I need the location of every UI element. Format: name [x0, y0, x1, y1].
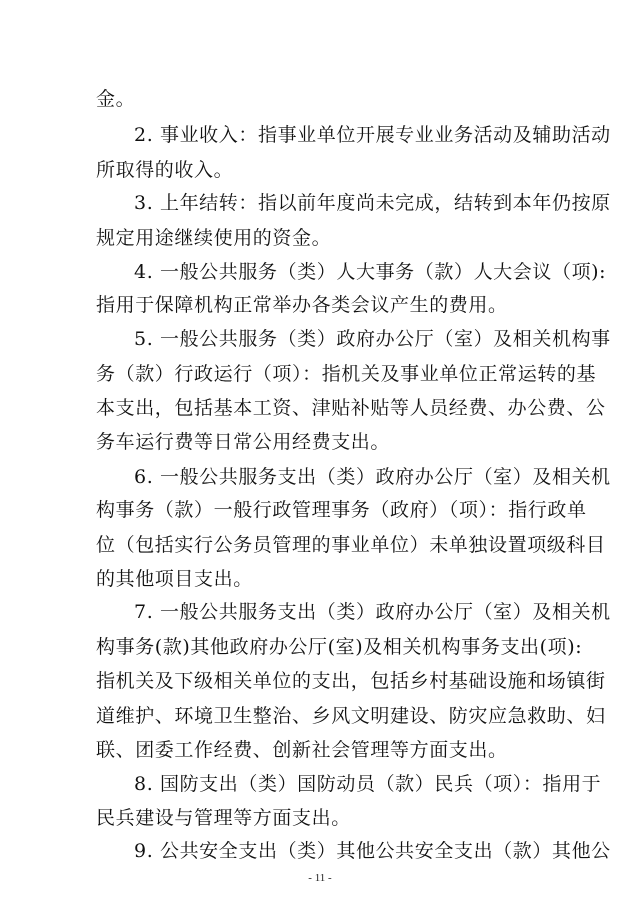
text-line: 本支出，包括基本工资、津贴补贴等人员经费、办公费、公: [96, 397, 606, 419]
text-line: 6. 一般公共服务支出（类）政府办公厅（室）及相关机: [134, 466, 611, 488]
text-line: 5. 一般公共服务（类）政府办公厅（室）及相关机构事: [134, 328, 611, 350]
page-number: - 11 -: [308, 872, 332, 884]
text-line: 联、团委工作经费、创新社会管理等方面支出。: [96, 739, 508, 761]
text-line: 9. 公共安全支出（类）其他公共安全支出（款）其他公: [134, 840, 611, 862]
text-line: 指用于保障机构正常举办各类会议产生的费用。: [96, 294, 508, 316]
text-line: 道维护、环境卫生整治、乡风文明建设、防灾应急救助、妇: [96, 705, 606, 727]
text-line: 的其他项目支出。: [96, 568, 253, 590]
text-line: 3. 上年结转：指以前年度尚未完成，结转到本年仍按原: [134, 192, 611, 214]
text-line: 构事务(款)其他政府办公厅(室)及相关机构事务支出(项):: [96, 636, 583, 658]
text-line: 7. 一般公共服务支出（类）政府办公厅（室）及相关机: [134, 601, 611, 623]
text-line: 指机关及下级相关单位的支出，包括乡村基础设施和场镇街: [96, 670, 606, 692]
text-line: 所取得的收入。: [96, 159, 234, 181]
text-line: 务车运行费等日常公用经费支出。: [96, 431, 391, 453]
text-line: 规定用途继续使用的资金。: [96, 227, 332, 249]
text-line: 2. 事业收入：指事业单位开展专业业务活动及辅助活动: [134, 124, 611, 146]
text-line: 8. 国防支出（类）国防动员（款）民兵（项）：指用于: [134, 773, 602, 795]
text-line: 位（包括实行公务员管理的事业单位）未单独设置项级科目: [96, 534, 606, 556]
text-line: 构事务（款）一般行政管理事务（政府）（项）：指行政单: [96, 499, 587, 521]
text-line: 务（款）行政运行（项）：指机关及事业单位正常运转的基: [96, 363, 597, 385]
text-line: 民兵建设与管理等方面支出。: [96, 807, 351, 829]
text-line: 4. 一般公共服务（类）人大事务（款）人大会议（项):: [134, 261, 607, 283]
text-line: 金。: [96, 88, 136, 110]
